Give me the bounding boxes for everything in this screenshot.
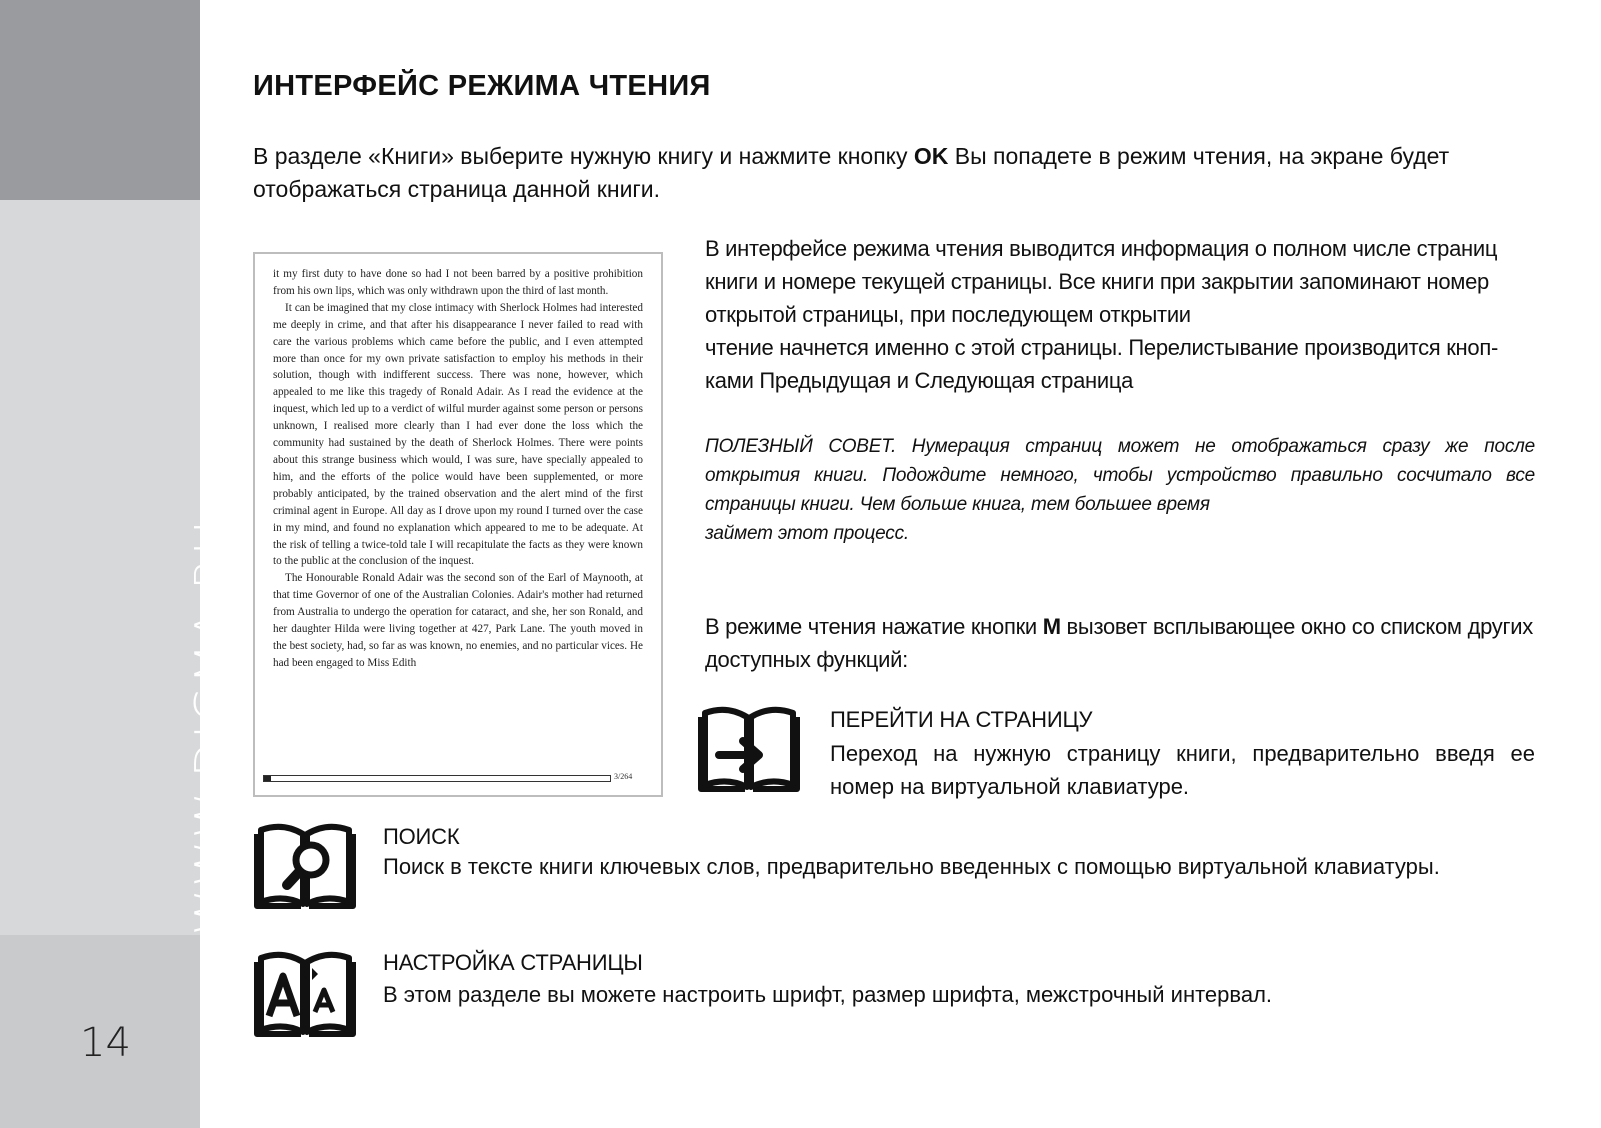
page-title: ИНТЕРФЕЙС РЕЖИМА ЧТЕНИЯ [253,70,711,102]
book-search-icon [253,822,357,912]
feature-description: Переход на нужную страницу книги, предварительно введя ее номер на виртуальной клавиатуре. [830,741,1535,799]
reader-screen-illustration [253,252,663,797]
feature-search [253,822,1537,922]
book-font-icon [253,950,357,1040]
helpful-tip [705,432,1535,548]
sidebar-middle-block [0,200,200,935]
reading-progress-fill [264,776,271,781]
website-watermark: WWW.DIGMA.RU [185,517,239,935]
menu-note-before: В режиме чтения нажатие кнопки [705,614,1043,639]
info-section [705,232,1535,397]
book-paragraph: It can be imagined that my close intimacy with Sherlock Holmes had interested me deeply in crime, and that after his disappearance I never failed to read with care the various problems which came before the public, and I even attempted more than once for my own private satisfaction to employ his methods in their solution, though with indifferent success. There was none, however, which appealed to me like this tragedy of Ronald Adair. As I read the evidence at the inquest, which led up to a verdict of wilful murder against some person or persons unknown, I realised more clearly than I had ever done the loss which the community had sustained by the death of Sherlock Holmes. There were points about this strange business which would, I was sure, have specially appealed to him, and the efforts of the police would have been supplemented, or more probably anticipated, by the trained observation and the alert mind of the first criminal agent in Europe. All day as I drove upon my round I turned over the case in my mind, and found no explanation which appeared to me to be adequate. At the risk of telling a twice-told tale I will recapitulate the facts as they were known to the public at the conclusion of the inquest. [273,301,643,568]
m-key-label: M [1042,614,1061,639]
info-paragraph-1: В интерфейсе режима чтения выводится информация о полном числе страниц книги и номере текущей страницы. Все книги при закрытии запоминают номер открытой страницы, при последующем открытии [705,236,1498,327]
ok-key-label: OK [913,143,949,169]
page-number: 14 [80,1020,131,1066]
feature-title: НАСТРОЙКА СТРАНИЦЫ [383,950,643,975]
menu-note [705,610,1535,676]
reading-progress-bar [263,775,611,782]
feature-description: Поиск в тексте книги ключевых слов, предварительно введенных с помощью виртуальной клавиатуры. [383,854,1440,879]
intro-text-after: Вы попадете в режим чтения, на экране будет отображаться страница данной книги. [253,143,1450,202]
book-paragraph: The Honourable Ronald Adair was the second son of the Earl of Maynooth, at that time Governor of one of the Australian Colonies. Adair's mother had returned from Australia to undergo the operation for cataract, and she, her son Ronald, and her daughter Hilda were living together at 427, Park Lane. The youth moved in the best society, had, so far as was known, no enemies, and no particular vices. He had been engaged to Miss Edith [273,572,643,669]
feature-title: ПОИСК [383,824,460,849]
intro-text-before: В разделе «Книги» выберите нужную книгу и нажмите кнопку [253,143,914,169]
page-indicator: 3/264 [614,772,633,781]
intro-paragraph [253,140,1536,206]
tip-text-1: ПОЛЕЗНЫЙ СОВЕТ. Нумерация страниц может не отображаться сразу же после открытия книги. Подождите немного, чтобы устройство правильно сосчитало все страницы книги. Чем больше книга, тем большее время [705,436,1535,515]
feature-page-settings [253,950,1537,1050]
book-page-text [273,266,643,672]
book-arrow-icon [697,705,801,795]
feature-description: В этом разделе вы можете настроить шрифт, размер шрифта, межстрочный интервал. [383,982,1273,1007]
book-paragraph: it my first duty to have done so had I not been barred by a positive prohibition from his own lips, which was only withdrawn upon the third of last month. [273,268,643,297]
feature-go-to-page [697,705,1537,805]
tip-text-2: займет этот процесс. [705,523,909,544]
info-paragraph-2: чтение начнется именно с этой страницы. Перелистывание производится кноп-ками Предыдущая и Следующая страница [705,335,1498,393]
sidebar-top-block [0,0,200,200]
feature-title: ПЕРЕЙТИ НА СТРАНИЦУ [830,707,1093,732]
menu-note-after: вызовет всплывающее окно со списком других доступных функций: [705,614,1533,672]
